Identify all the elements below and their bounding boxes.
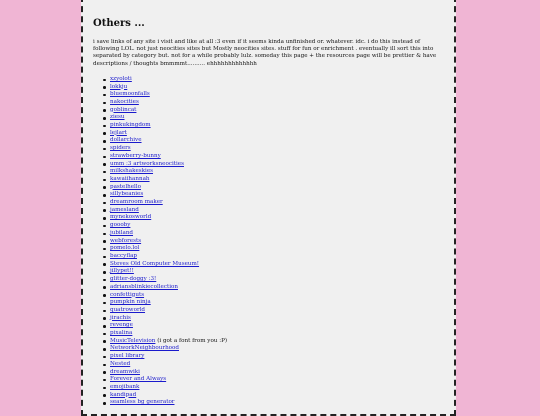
site-link[interactable]: Nested <box>110 360 131 367</box>
site-link[interactable]: seamless bg generator <box>110 399 175 406</box>
list-item <box>110 207 444 215</box>
list-item <box>110 353 444 361</box>
list-item <box>110 330 444 338</box>
site-link[interactable]: adriansblinkiecollection <box>110 283 178 290</box>
list-item <box>110 161 444 169</box>
list-item <box>110 322 444 330</box>
list-item <box>110 369 444 377</box>
list-item <box>110 292 444 300</box>
site-link[interactable]: glitter-doggy :3! <box>110 276 157 283</box>
list-item <box>110 245 444 253</box>
site-link[interactable]: strawberry-bunny <box>110 152 161 159</box>
site-link[interactable]: NetworkNeighbourhood <box>110 345 179 352</box>
list-item <box>110 268 444 276</box>
list-item <box>110 84 444 92</box>
site-link[interactable]: spiders <box>110 145 131 152</box>
site-link[interactable]: kandipad <box>110 391 137 398</box>
list-item <box>110 176 444 184</box>
list-item <box>110 191 444 199</box>
site-link[interactable]: sillybeanies <box>110 191 144 198</box>
site-link[interactable]: lokkju <box>110 83 128 90</box>
list-item <box>110 214 444 222</box>
site-link[interactable]: jamesland <box>110 206 139 213</box>
list-item <box>110 345 444 353</box>
site-link[interactable]: jirachis <box>110 314 131 321</box>
site-link[interactable]: pumpkin ninja <box>110 299 151 306</box>
list-item <box>110 76 444 84</box>
site-link[interactable]: nakocities <box>110 98 139 105</box>
list-item <box>110 122 444 130</box>
site-link[interactable]: emojibank <box>110 383 140 390</box>
list-item <box>110 361 444 369</box>
site-link[interactable]: pomelo.lol <box>110 245 140 252</box>
site-link[interactable]: Steves Old Computer Museum! <box>110 260 200 267</box>
site-link[interactable]: baccyflap <box>110 252 137 259</box>
site-link[interactable]: webforests <box>110 237 142 244</box>
site-link[interactable]: pinkukingdom <box>110 122 151 129</box>
list-item <box>110 253 444 261</box>
site-link[interactable]: mynekosworld <box>110 214 152 221</box>
site-link[interactable]: goblincat <box>110 106 137 113</box>
intro-paragraph: i save links of any site i visit and like at all :3 even if it seems kinda unfinished or. whatever. idc. i do this instead of following LOL. not just neocities sites but Mostly neocities sites. stuff for fun or enrichment . eventually ill sort this into separated by category but. not for a while probably lulz. someday this page + the resources page will be prettier & have descriptions / thoughts bmmmmt.......... ehhhhhhhhhhhhh <box>93 39 437 67</box>
link-note: (i got a font from you :P) <box>155 337 228 344</box>
list-item <box>110 168 444 176</box>
site-link[interactable]: kawaiihannah <box>110 175 150 182</box>
site-link[interactable]: jillypet!! <box>110 268 134 275</box>
list-item <box>110 230 444 238</box>
site-link[interactable]: quatroworld <box>110 306 146 313</box>
list-item <box>110 114 444 122</box>
list-item <box>110 130 444 138</box>
list-item <box>110 238 444 246</box>
site-link[interactable]: lejlart <box>110 129 127 136</box>
list-item <box>110 299 444 307</box>
list-item <box>110 384 444 392</box>
list-item <box>110 392 444 400</box>
content-panel <box>81 0 456 416</box>
site-link[interactable]: bluemoonfalls <box>110 91 150 98</box>
list-item <box>110 261 444 269</box>
list-item <box>110 399 444 407</box>
list-item <box>110 99 444 107</box>
list-item <box>110 199 444 207</box>
site-link[interactable]: dreamwiki <box>110 368 140 375</box>
site-link[interactable]: jubiland <box>110 229 134 236</box>
site-link[interactable]: umm :3 artworksneocities <box>110 160 184 167</box>
list-item <box>110 276 444 284</box>
list-item <box>110 307 444 315</box>
list-item <box>110 145 444 153</box>
site-link[interactable]: xzyoloti <box>110 75 132 82</box>
site-link[interactable]: pixel library <box>110 353 145 360</box>
list-item <box>110 338 444 346</box>
site-link[interactable]: pixalina <box>110 330 133 337</box>
link-list <box>93 76 444 407</box>
site-link[interactable]: goooby <box>110 222 131 229</box>
site-link[interactable]: dreamroom maker <box>110 199 163 206</box>
list-item <box>110 107 444 115</box>
list-item <box>110 315 444 323</box>
list-item <box>110 376 444 384</box>
site-link[interactable]: confettiguts <box>110 291 145 298</box>
list-item <box>110 184 444 192</box>
list-item <box>110 137 444 145</box>
list-item <box>110 91 444 99</box>
site-link[interactable]: Forever and Always <box>110 376 167 383</box>
list-item <box>110 222 444 230</box>
site-link[interactable]: MusicTelevision <box>110 337 156 344</box>
site-link[interactable]: milkshakeskies <box>110 168 154 175</box>
page-title: Others ... <box>93 18 145 29</box>
list-item <box>110 284 444 292</box>
site-link[interactable]: ziesu <box>110 114 125 121</box>
site-link[interactable]: dollarchive <box>110 137 142 144</box>
list-item <box>110 153 444 161</box>
site-link[interactable]: revenge <box>110 322 133 329</box>
site-link[interactable]: pastelhello <box>110 183 141 190</box>
